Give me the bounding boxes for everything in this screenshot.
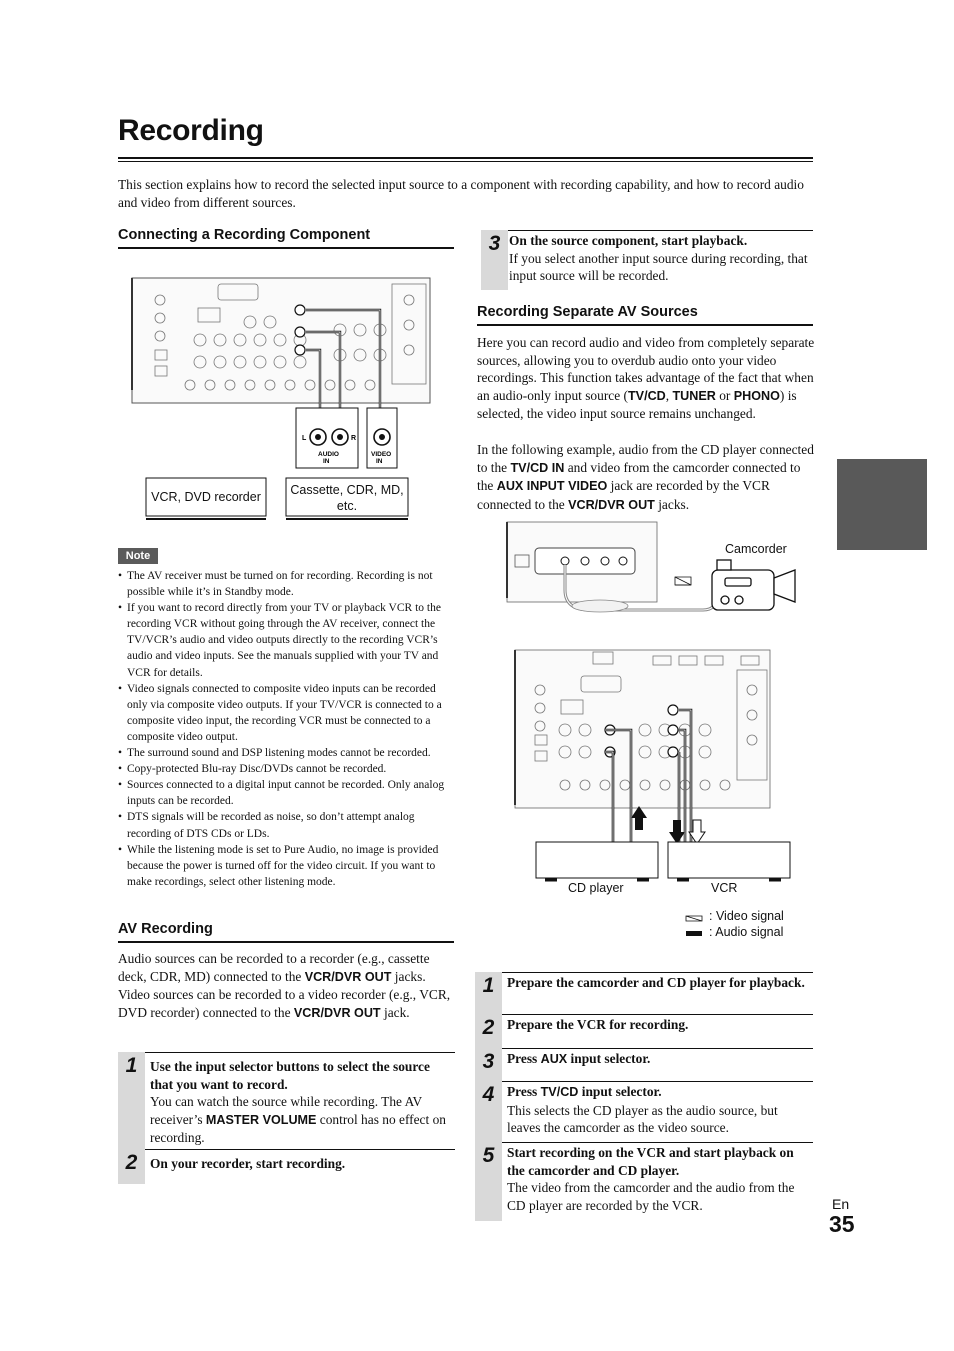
step-instruction: On your recorder, start recording.: [150, 1156, 346, 1171]
separate-av-rule: [477, 324, 813, 326]
notes-list: [118, 568, 458, 890]
step-number: 1: [475, 972, 502, 1014]
camcorder-label: Camcorder: [725, 542, 787, 556]
video-in-label: VIDEO IN: [371, 451, 392, 465]
page-title: Recording: [118, 114, 264, 147]
vcr-dvd-recorder-label: VCR, DVD recorder: [151, 490, 261, 504]
av-recording-rule: [118, 941, 454, 943]
step-instruction: Prepare the VCR for recording.: [507, 1017, 689, 1032]
separate-av-heading: Recording Separate AV Sources: [477, 304, 698, 320]
separate-av-diagram: [505, 520, 805, 960]
step-instruction: Use the input selector buttons to select the source that you want to record.: [150, 1059, 430, 1092]
note-badge: Note: [118, 548, 158, 564]
intro-paragraph: This section explains how to record the selected input source to a component with recording capability, and how to record audio and video from different sources.: [118, 177, 804, 210]
separate-av-paragraph-2: In the following example, audio from the CD player connected to the TV/CD IN and video from the camcorder connected to the AUX INPUT VIDEO jack are recorded by the VCR connected to the VCR/DVR OUT jacks.: [477, 442, 814, 512]
step-instruction: Start recording on the VCR and start playback on the camcorder and CD player.: [507, 1145, 794, 1178]
step-number: 5: [475, 1142, 502, 1221]
step-number: 1: [118, 1052, 145, 1149]
note-item: • While the listening mode is set to Pure Audio, no image is provided because the power is turned off for the video circuit. If you want to make recordings, select other listening mode.: [118, 842, 458, 890]
connecting-rule: [118, 247, 454, 249]
separate-av-paragraph-1: Here you can record audio and video from completely separate sources, allowing you to overdub audio onto your video recordings. This function takes advantage of the fact that when an audio-only input source (TV/CD, TUNER or PHONO) is selected, the video input source remains unchanged.: [477, 335, 815, 422]
separate-step-1: [475, 972, 813, 1014]
step-number: 4: [475, 1081, 502, 1142]
step-number: 2: [118, 1149, 145, 1184]
jack-l-label: L: [302, 435, 307, 442]
step-instruction: On the source component, start playback.: [509, 233, 748, 248]
separate-step-5: 5 Start recording on the VCR and start playback on the camcorder and CD player. The video from the camcorder and the audio from the CD player are recorded by the VCR.: [475, 1142, 813, 1221]
av-recording-heading: AV Recording: [118, 921, 213, 937]
step-number: 3: [475, 1048, 502, 1081]
legend-audio-signal: : Audio signal: [709, 925, 784, 939]
jack-r-label: R: [351, 435, 357, 442]
cassette-label: Cassette, CDR, MD, etc.: [290, 483, 404, 513]
note-item: • If you want to record directly from your TV or playback VCR to the recording VCR without going through the AV receiver, connect the TV/VCR’s audio and video outputs directly to the recording VCR’s audio and video inputs. See the manuals supplied with your TV and VCR for details.: [118, 600, 458, 680]
note-item: • DTS signals will be recorded as noise, so don’t attempt analog recording of DTS CDs or LDs.: [118, 809, 458, 841]
page-number: 35: [829, 1211, 855, 1237]
audio-in-label: AUDIO IN: [318, 451, 339, 465]
separate-step-2: [475, 1014, 813, 1048]
av-recording-paragraph: Audio sources can be recorded to a recorder (e.g., cassette deck, CDR, MD) connected to the VCR/DVR OUT jacks. Video sources can be recorded to a video recorder (e.g., VCR, DVD recorder) connected to the VCR/DVR OUT jack.: [118, 951, 451, 1020]
connecting-heading: Connecting a Recording Component: [118, 227, 371, 243]
separate-step-3: 3 Press AUX input selector.: [475, 1048, 813, 1081]
legend-video-signal: : Video signal: [709, 909, 784, 923]
chapter-tab: [837, 459, 927, 550]
page-language: En: [832, 1196, 850, 1212]
title-rule-thin: [118, 161, 813, 162]
note-item: • Copy-protected Blu-ray Disc/DVDs cannot be recorded.: [118, 761, 458, 777]
av-step-2: [118, 1149, 455, 1184]
note-item: • Sources connected to a digital input cannot be recorded. Only analog inputs can be recorded.: [118, 777, 458, 809]
cd-player-label: CD player: [568, 881, 624, 895]
note-item: • The AV receiver must be turned on for recording. Recording is not possible while it’s in Standby mode.: [118, 568, 458, 600]
note-item: • The surround sound and DSP listening modes cannot be recorded.: [118, 745, 458, 761]
av-step-1: 1 Use the input selector buttons to select the source that you want to record. You can watch the source while recording. The AV receiver’s MASTER VOLUME control has no effect on recording.: [118, 1052, 455, 1149]
step-instruction: Prepare the camcorder and CD player for playback.: [507, 975, 805, 990]
source-step-3: 3 On the source component, start playback. If you select another input source during recording, that input source will be recorded.: [481, 230, 813, 290]
note-item: • Video signals connected to composite video inputs can be recorded only via composite video outputs. If your TV/VCR is connected to a composite video input, the recording VCR must be connected to a composite video output.: [118, 681, 458, 745]
step-number: 2: [475, 1014, 502, 1048]
separate-step-4: 4 Press TV/CD input selector. This selects the CD player as the audio source, but leaves the camcorder as the video source.: [475, 1081, 813, 1142]
vcr-label: VCR: [711, 881, 738, 895]
step-number: 3: [481, 230, 508, 290]
title-rule: [118, 157, 813, 159]
